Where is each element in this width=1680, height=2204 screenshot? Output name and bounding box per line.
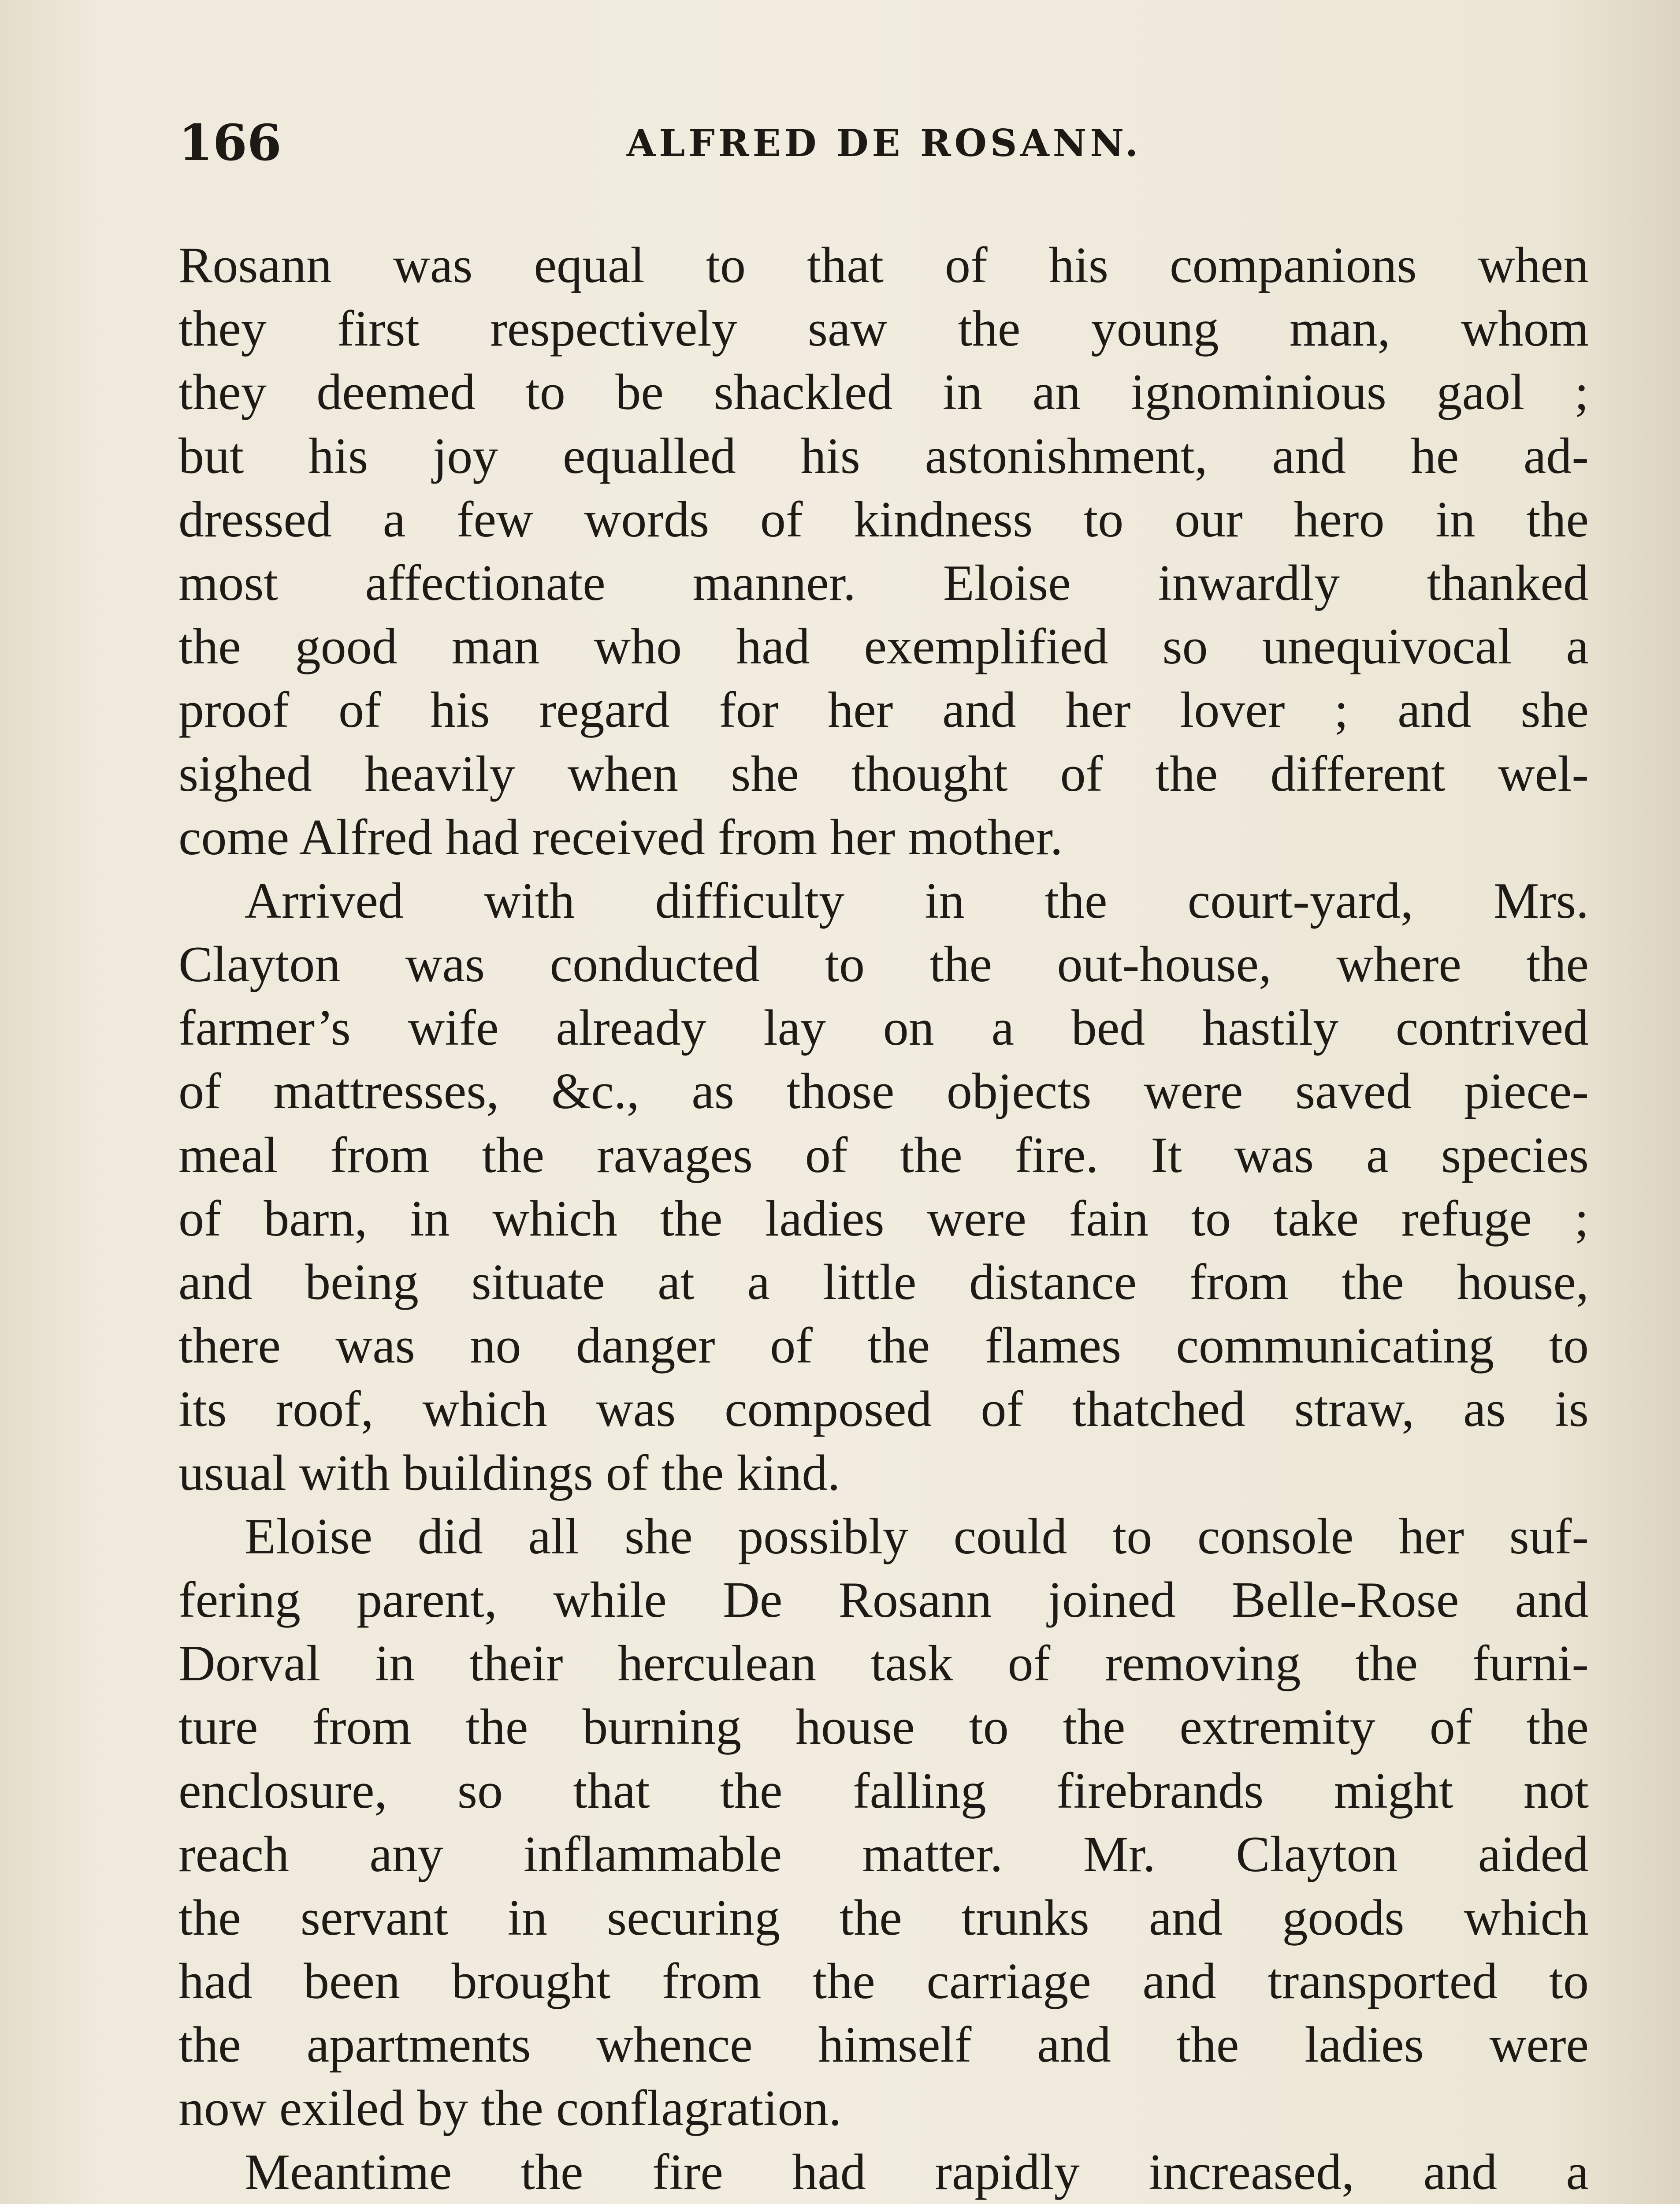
- running-title: ALFRED DE ROSANN.: [626, 121, 1142, 165]
- body-text: [178, 234, 1589, 2204]
- text-line: they deemed to be shackled in an ignominious gaol ;: [178, 364, 1589, 421]
- text-line: farmer’s wife already lay on a bed hastily contrived: [178, 1000, 1589, 1057]
- text-line: reach any inflammable matter. Mr. Clayton aided: [178, 1826, 1589, 1883]
- text-line: now exiled by the conflagration.: [178, 2080, 842, 2137]
- page-number: 166: [178, 114, 282, 172]
- text-line: fering parent, while De Rosann joined Belle-Rose and: [178, 1571, 1589, 1628]
- text-line: the servant in securing the trunks and goods which: [178, 1889, 1589, 1946]
- text-line: of barn, in which the ladies were fain to take refuge ;: [178, 1190, 1589, 1247]
- text-line: Eloise did all she possibly could to console her suf-: [245, 1508, 1589, 1565]
- text-line: meal from the ravages of the fire. It was a species: [178, 1127, 1589, 1184]
- text-line: sighed heavily when she thought of the different wel-: [178, 745, 1589, 802]
- text-line: of mattresses, &c., as those objects were saved piece-: [178, 1063, 1589, 1120]
- text-line: had been brought from the carriage and transported to: [178, 1953, 1589, 2010]
- text-line: Arrived with difficulty in the court-yard, Mrs.: [245, 872, 1589, 929]
- text-line: Clayton was conducted to the out-house, where the: [178, 936, 1589, 993]
- text-line: but his joy equalled his astonishment, and he ad-: [178, 428, 1589, 484]
- text-line: the good man who had exemplified so unequivocal a: [178, 618, 1589, 675]
- text-line: and being situate at a little distance from the house,: [178, 1254, 1589, 1310]
- text-line: Rosann was equal to that of his companions when: [178, 237, 1589, 294]
- running-head: [178, 110, 1590, 176]
- text-line: usual with buildings of the kind.: [178, 1445, 840, 1501]
- text-line: Dorval in their herculean task of removing the furni-: [178, 1635, 1589, 1692]
- text-line: the apartments whence himself and the ladies were: [178, 2017, 1589, 2074]
- text-line: its roof, which was composed of thatched straw, as is: [178, 1381, 1589, 1438]
- text-line: come Alfred had received from her mother.: [178, 809, 1063, 866]
- text-line: they first respectively saw the young man, whom: [178, 301, 1589, 357]
- text-line: there was no danger of the flames communicating to: [178, 1318, 1589, 1374]
- text-line: enclosure, so that the falling firebrands might not: [178, 1762, 1589, 1819]
- text-line: dressed a few words of kindness to our hero in the: [178, 491, 1589, 548]
- text-line: ture from the burning house to the extremity of the: [178, 1699, 1589, 1756]
- text-line: most affectionate manner. Eloise inwardly thanked: [178, 555, 1589, 611]
- text-line: proof of his regard for her and her lover ; and she: [178, 682, 1589, 739]
- text-line: Meantime the fire had rapidly increased, and a: [245, 2144, 1589, 2200]
